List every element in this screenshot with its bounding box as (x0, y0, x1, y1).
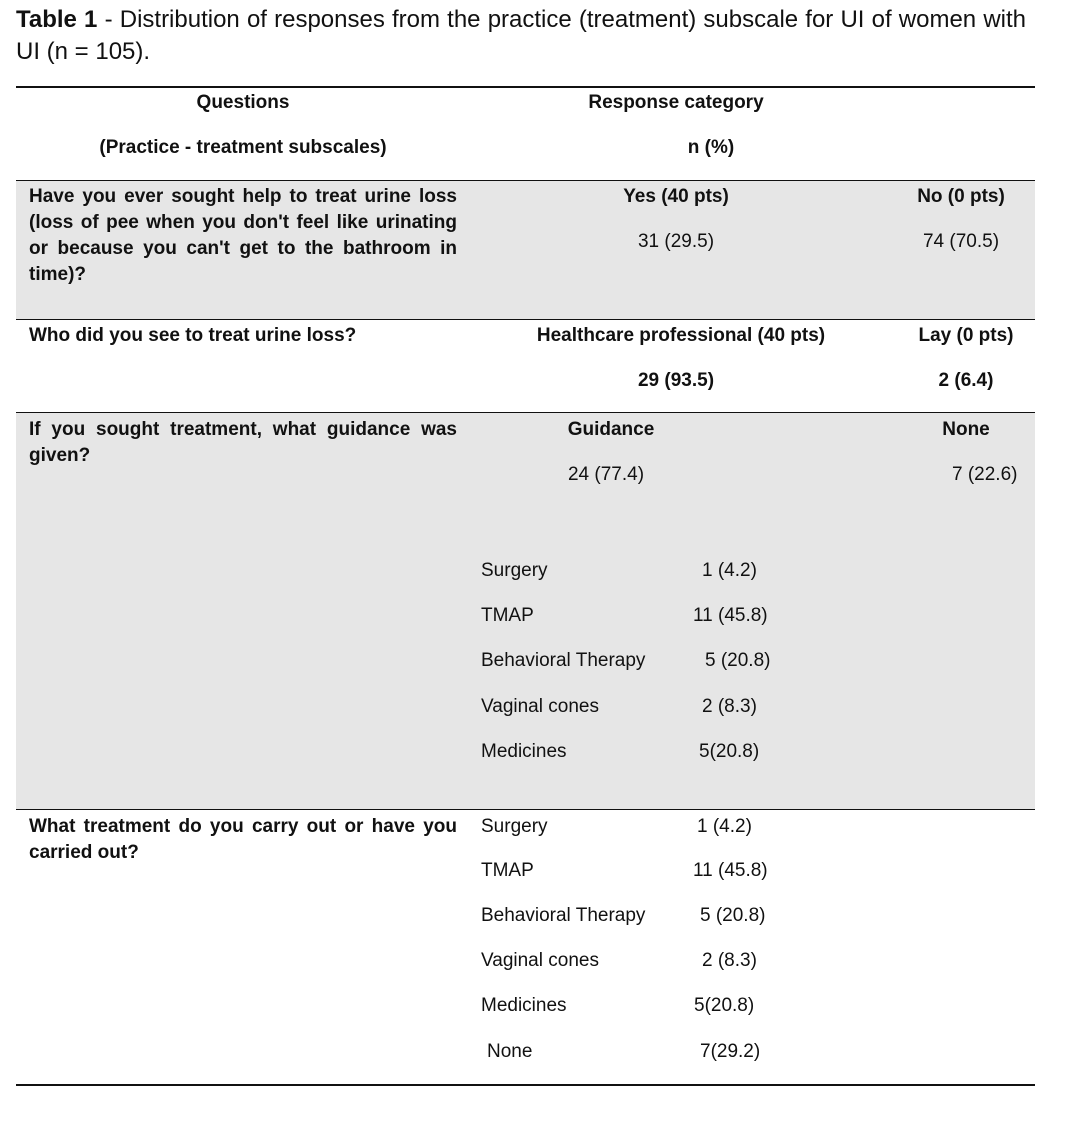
header-response-sub: n (%) (687, 137, 735, 158)
header-questions: Questions (196, 92, 290, 113)
guidance-item-name: Behavioral Therapy (481, 650, 646, 671)
guidance-item-value: 2 (8.3) (702, 696, 757, 717)
treatment-item-value: 1 (4.2) (697, 816, 752, 837)
table-top-rule (16, 86, 1035, 88)
option-healthcare-label: Healthcare professional (40 pts) (536, 325, 826, 346)
guidance-item-value: 11 (45.8) (693, 605, 768, 626)
question-2: Who did you see to treat urine loss? (29, 325, 357, 346)
row-rule-3 (16, 809, 1035, 810)
header-response: Response category (588, 92, 764, 113)
option-lay-value: 2 (6.4) (938, 370, 994, 391)
option-yes-value: 31 (29.5) (637, 231, 715, 252)
option-lay-label: Lay (0 pts) (918, 325, 1014, 346)
treatment-item-name: Surgery (481, 816, 548, 837)
question-1: Have you ever sought help to treat urine loss (loss of pee when you don't feel like urinating or because you can't get to the bathroom in time)? (29, 186, 457, 285)
table-caption (16, 4, 1026, 68)
treatment-item-name: Behavioral Therapy (481, 905, 646, 926)
option-guidance-label: Guidance (567, 419, 655, 440)
header-rule (16, 180, 1035, 181)
option-no-label: No (0 pts) (917, 186, 1005, 207)
option-guidance-value: 24 (77.4) (567, 464, 645, 485)
option-none-value: 7 (22.6) (952, 464, 1018, 485)
guidance-item-name: Vaginal cones (481, 696, 599, 717)
treatment-item-name: TMAP (481, 860, 534, 881)
treatment-item-value: 5(20.8) (694, 995, 755, 1016)
row-rule-1 (16, 319, 1035, 320)
option-none-label: None (942, 419, 990, 440)
guidance-item-name: Medicines (481, 741, 567, 762)
treatment-item-value: 11 (45.8) (693, 860, 768, 881)
guidance-item-name: TMAP (481, 605, 534, 626)
treatment-item-name: Medicines (481, 995, 567, 1016)
guidance-item-name: Surgery (481, 560, 548, 581)
guidance-item-value: 5 (20.8) (705, 650, 771, 671)
treatment-item-value: 5 (20.8) (700, 905, 766, 926)
guidance-item-value: 5(20.8) (699, 741, 760, 762)
question-4: What treatment do you carry out or have you carried out? (29, 816, 457, 863)
treatment-item-value: 7(29.2) (700, 1041, 761, 1062)
header-questions-sub: (Practice - treatment subscales) (99, 137, 387, 158)
data-table (16, 86, 1035, 1087)
table-label: Table 1 (16, 6, 98, 33)
question-3: If you sought treatment, what guidance was given? (29, 419, 457, 466)
table-bottom-rule (16, 1084, 1035, 1086)
row-rule-2 (16, 412, 1035, 413)
treatment-item-name: None (487, 1041, 533, 1062)
option-yes-label: Yes (40 pts) (623, 186, 729, 207)
treatment-item-value: 2 (8.3) (702, 950, 757, 971)
guidance-item-value: 1 (4.2) (702, 560, 757, 581)
treatment-item-name: Vaginal cones (481, 950, 599, 971)
option-no-value: 74 (70.5) (922, 231, 1000, 252)
option-healthcare-value: 29 (93.5) (637, 370, 715, 391)
table-caption-text: - Distribution of responses from the practice (treatment) subscale for UI of women with UI (n = 105). (16, 6, 1026, 65)
